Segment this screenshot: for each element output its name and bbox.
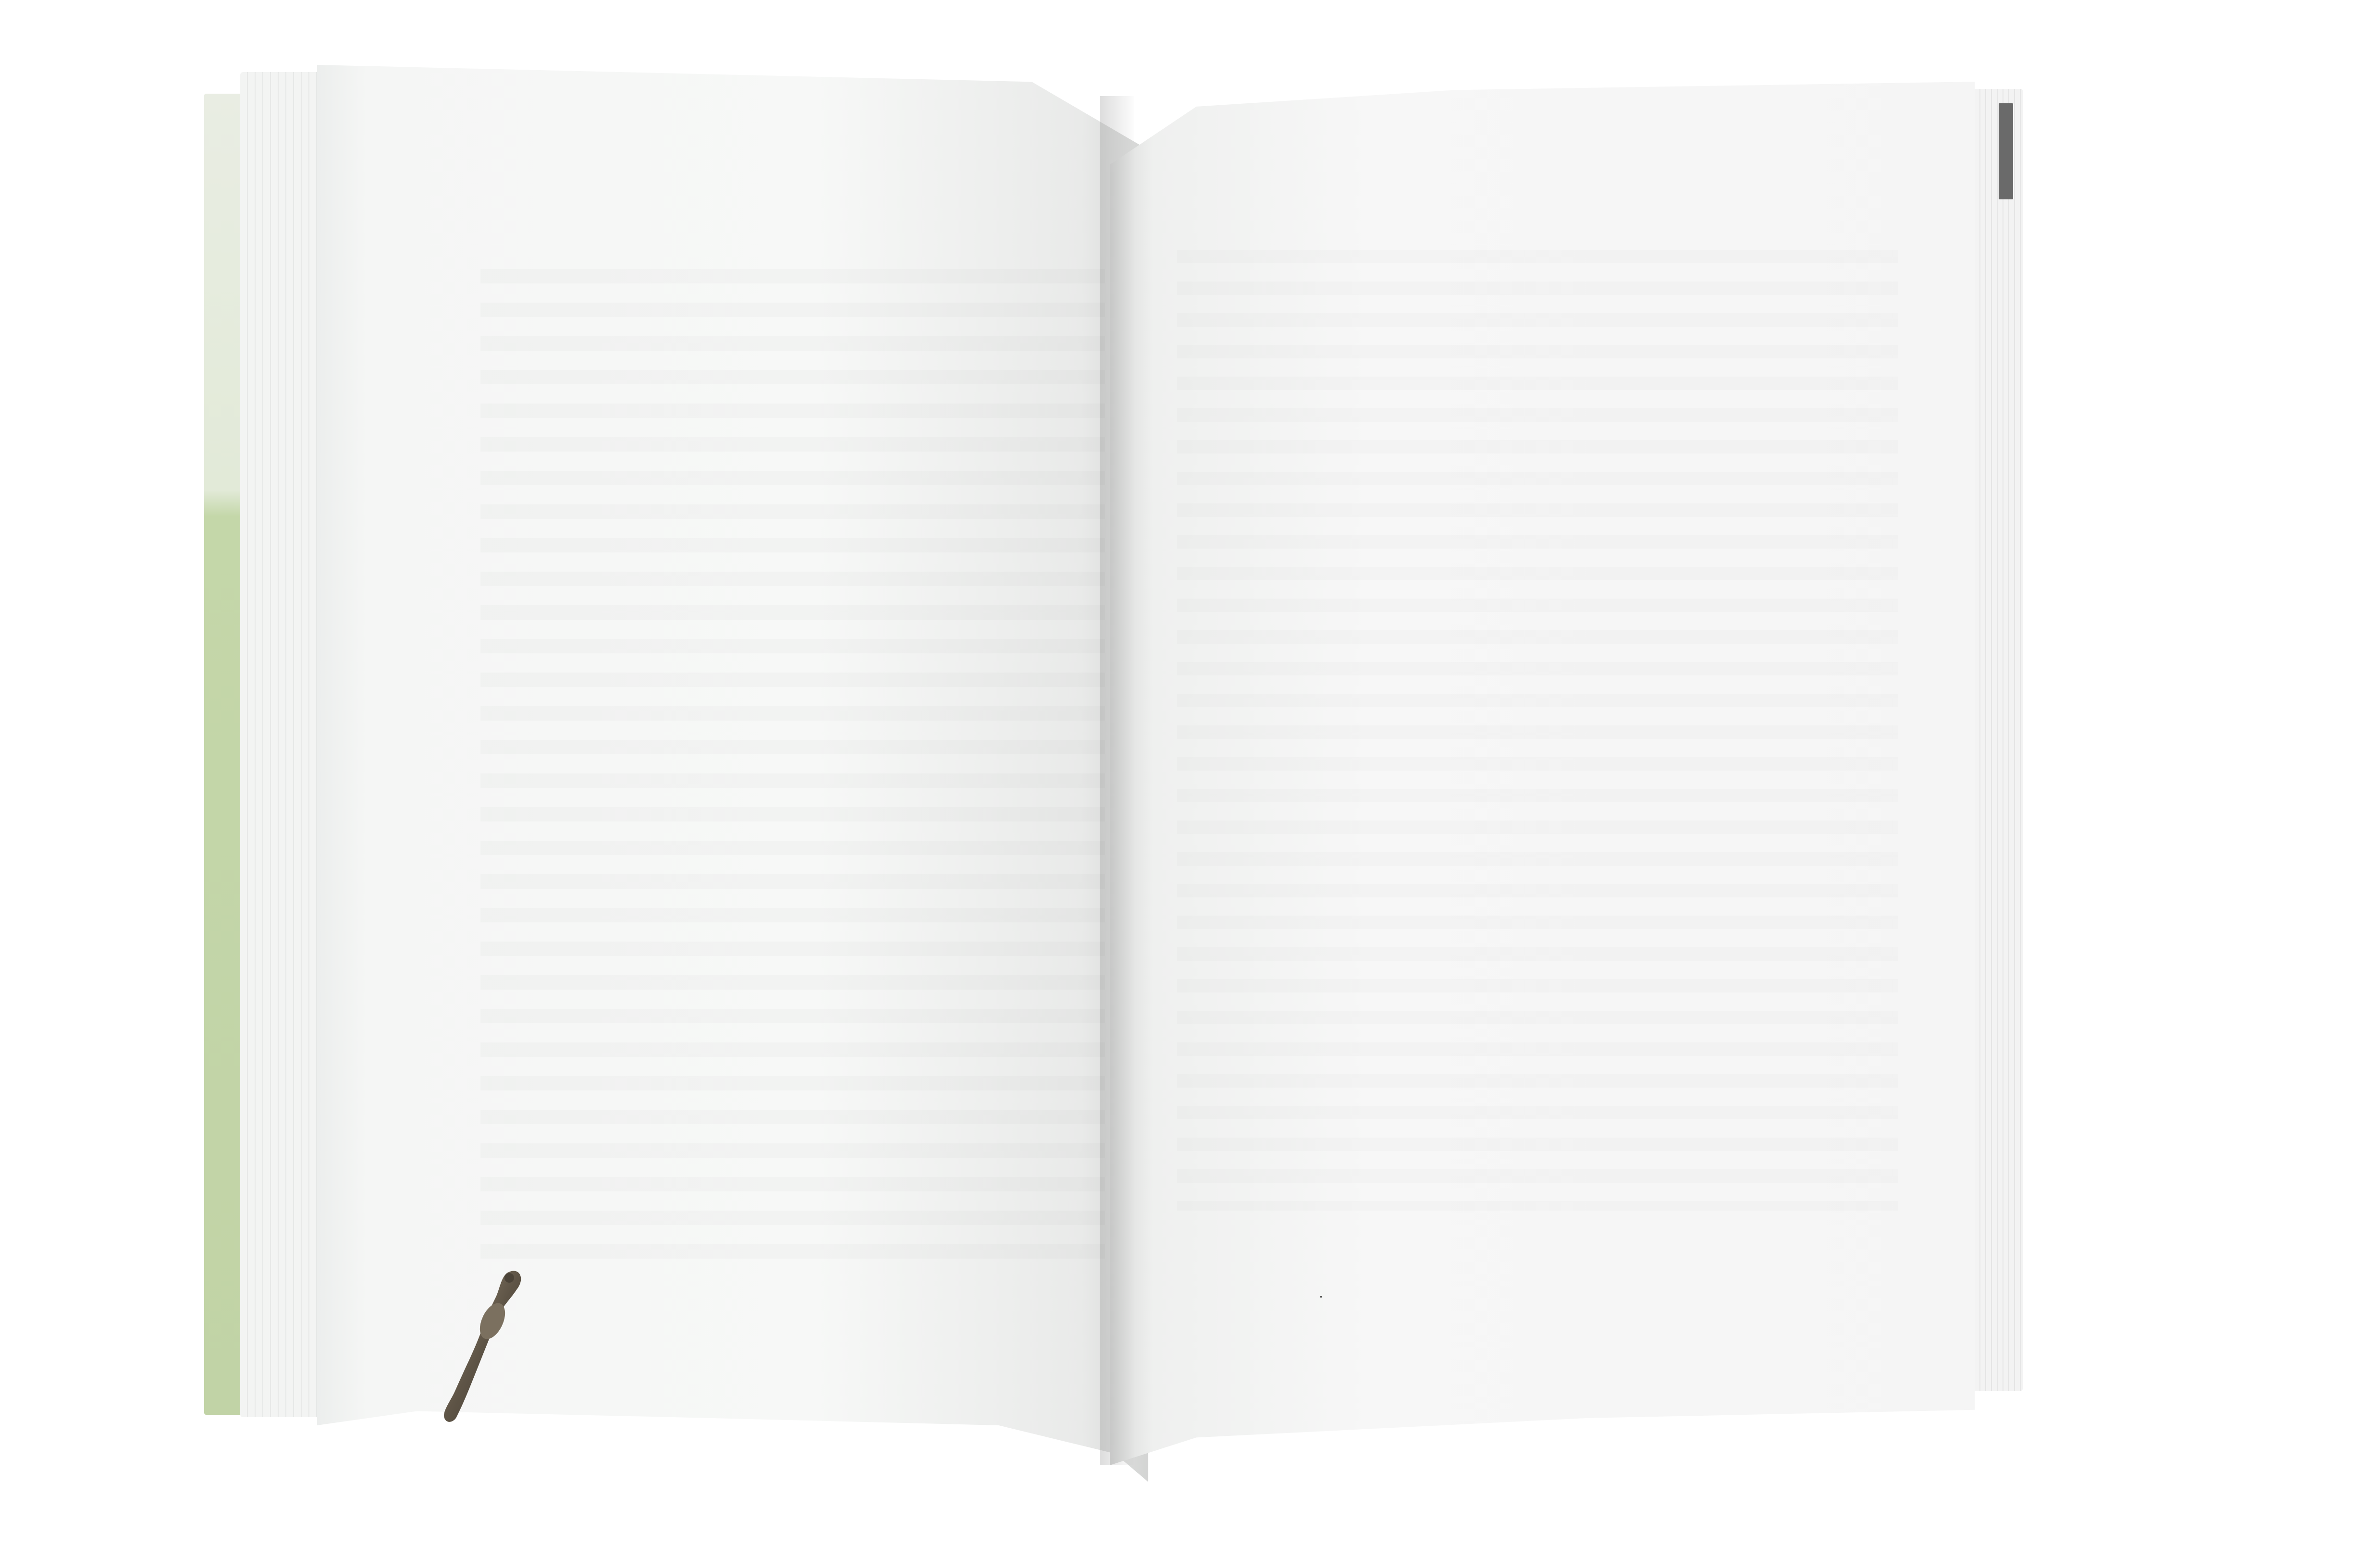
bleed-through-left [480, 269, 1105, 1278]
book-gutter [1100, 96, 1134, 1465]
ink-dot [1320, 1296, 1322, 1298]
cover-edge [1999, 103, 2013, 199]
bleed-through-right [1177, 250, 1898, 1211]
bookmark-charm [435, 1263, 531, 1427]
